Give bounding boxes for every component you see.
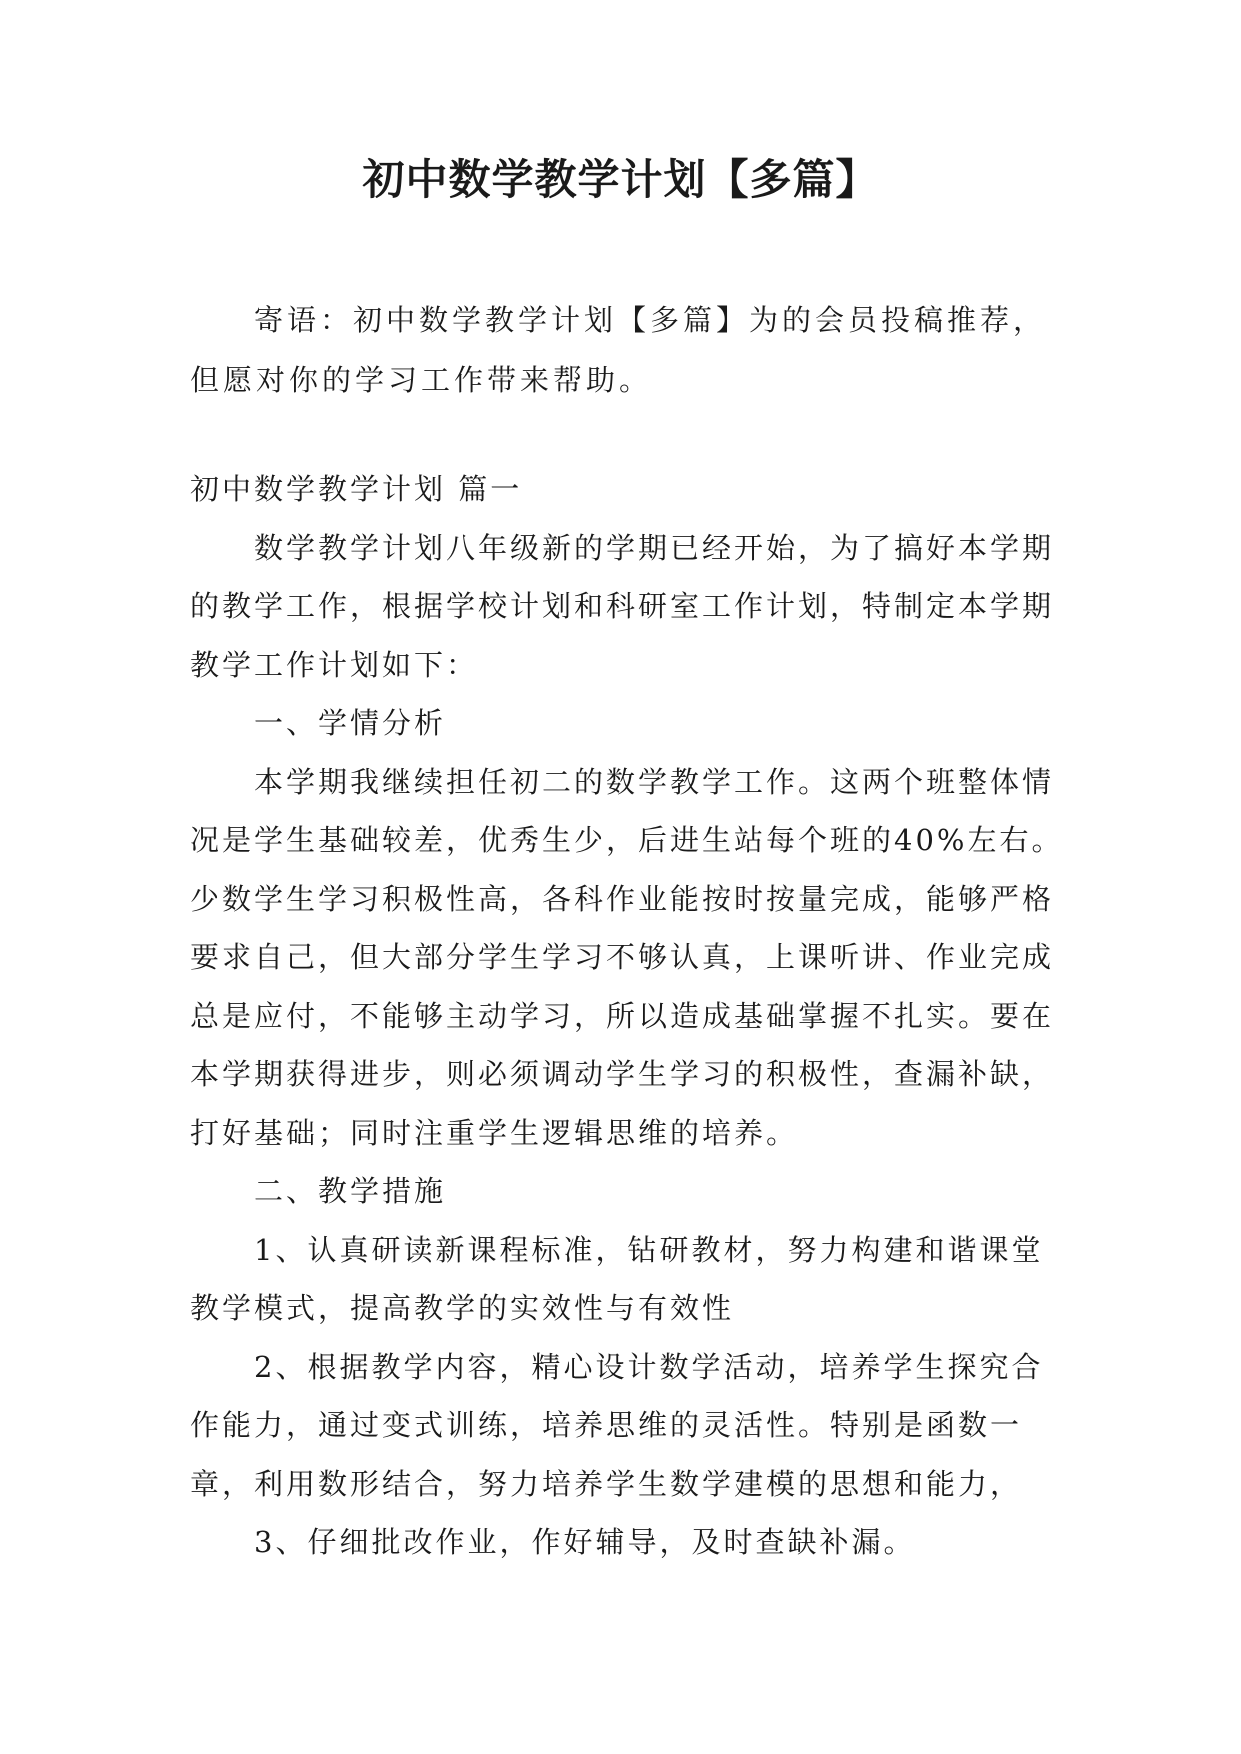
subheading-student-analysis: 一、学情分析 [254, 706, 447, 740]
paragraph-opening: 数学教学计划八年级新的学期已经开始，为了搞好本学期的教学工作，根据学校计划和科研室工作计划，特制定本学期教学工作计划如下： [190, 530, 1055, 682]
paragraph-student-analysis: 本学期我继续担任初二的数学教学工作。这两个班整体情况是学生基础较差，优秀生少，后进生站每个班的40%左右。少数学生学习积极性高，各科作业能按时按量完成，能够严格要求自己，但大部分学生学习不够认真，上课听讲、作业完成总是应付，不能够主动学习，所以造成基础掌握不扎实。要在本学期获得进步，则必须调动学生学习的积极性，查漏补缺，打好基础；同时注重学生逻辑思维的培养。 [190, 764, 1064, 1150]
paragraph-measure-1: 1、认真研读新课程标准，钻研教材，努力构建和谐课堂教学模式，提高教学的实效性与有效性 [190, 1232, 1044, 1325]
document-body [190, 460, 1070, 1572]
paragraph-measure-2: 2、根据教学内容，精心设计数学活动，培养学生探究合作能力，通过变式训练，培养思维的灵活性。特别是函数一章，利用数形结合，努力培养学生数学建模的思想和能力， [190, 1349, 1044, 1501]
paragraph-measure-3: 3、仔细批改作业，作好辅导，及时查缺补漏。 [254, 1525, 916, 1559]
section-heading: 初中数学教学计划 篇一 [190, 472, 523, 506]
subheading-teaching-measures: 二、教学措施 [254, 1174, 447, 1208]
document-title: 初中数学教学计划【多篇】 [362, 155, 879, 204]
intro-paragraph: 寄语：初中数学教学计划【多篇】为的会员投稿推荐，但愿对你的学习工作带来帮助。 [190, 303, 1047, 397]
